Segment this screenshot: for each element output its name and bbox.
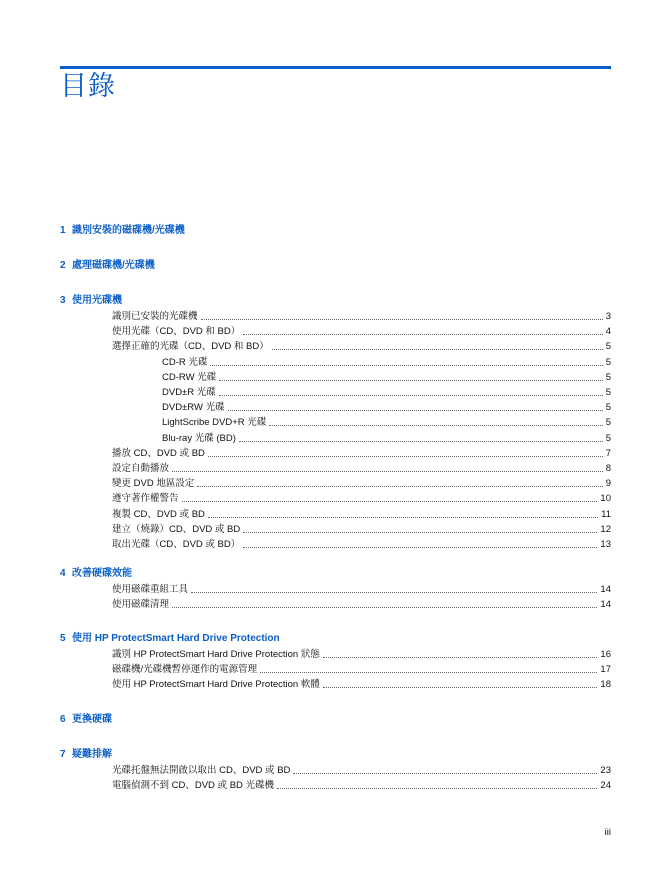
toc-entry-label: 使用磁碟清理 [112,599,170,611]
toc-entry-page: 4 [605,326,611,338]
toc-entry-label: 電腦偵測不到 CD、DVD 或 BD 光碟機 [112,780,275,792]
toc-entry-page: 5 [605,371,611,383]
toc-chapter[interactable] [60,294,611,308]
toc-entry-label: 識別 HP ProtectSmart Hard Drive Protection 狀態 [112,649,320,660]
toc-entry-page: 12 [600,523,611,535]
toc-entry-page: 9 [605,478,611,490]
toc-entry[interactable] [112,598,611,612]
toc-entry[interactable] [112,678,611,692]
toc-entry-page: 14 [600,599,611,611]
toc-entry-page: 17 [600,664,611,676]
toc-entry-page: 10 [600,493,611,505]
chapter-number: 7 [60,749,66,760]
toc-entry[interactable] [112,340,611,354]
dot-leader [243,547,597,548]
toc-entry-label: 光碟托盤無法開啟以取出 CD、DVD 或 BD [112,765,291,776]
toc-entry[interactable] [162,386,611,400]
toc-entry-label: 識別已安裝的光碟機 [112,311,198,322]
toc-entry-label: 磁碟機/光碟機暫停運作的電源管理 [112,664,258,676]
dot-leader [293,773,597,774]
chapter-title: 處理磁碟機/光碟機 [72,260,155,271]
dot-leader [243,532,597,533]
toc-entry[interactable] [112,764,611,778]
toc-entry-label: 複製 CD、DVD 或 BD [112,508,205,520]
toc-entry-label: 設定自動播放 [112,463,170,474]
page-title: 目錄 [60,71,116,102]
dot-leader [219,380,603,381]
chapter-number: 2 [60,260,66,271]
toc-entry[interactable] [112,492,611,506]
toc-entry[interactable] [162,401,611,415]
chapter-number: 3 [60,295,66,306]
toc-entry-label: DVD±RW 光碟 [162,402,225,414]
toc-entry[interactable] [112,523,611,537]
toc-entry-page: 16 [600,649,611,660]
toc-entry-page: 5 [605,417,611,429]
toc-entry-page: 11 [601,508,611,520]
toc-entry-label: 播放 CD、DVD 或 BD [112,447,205,459]
toc-entry-page: 24 [600,780,611,792]
toc-entry[interactable] [112,325,611,339]
toc-chapter[interactable] [60,748,611,762]
toc-entry-page: 5 [605,341,611,353]
toc-entry-page: 3 [605,311,611,322]
toc-chapter[interactable] [60,259,611,273]
dot-leader [269,425,602,426]
toc-chapter[interactable] [60,567,611,581]
toc-entry[interactable] [112,779,611,793]
toc-entry-label: Blu-ray 光碟 (BD) [162,432,236,444]
toc-entry-page: 5 [605,356,611,368]
dot-leader [208,517,598,518]
toc-entry[interactable] [162,432,611,446]
dot-leader [260,672,597,673]
dot-leader [210,365,602,366]
toc-entry[interactable] [162,356,611,370]
chapter-number: 1 [60,225,66,236]
toc-entry[interactable] [112,538,611,552]
toc-entry-page: 14 [600,584,611,595]
chapter-number: 5 [60,633,66,644]
toc-chapter[interactable] [60,632,611,646]
chapter-number: 4 [60,568,66,579]
dot-leader [219,395,603,396]
dot-leader [277,788,597,789]
chapter-title: 改善硬碟效能 [72,568,132,579]
toc-entry-label: DVD±R 光碟 [162,387,216,398]
page-number: iii [604,827,611,838]
toc-entry-page: 5 [605,432,611,444]
chapter-number: 6 [60,714,66,725]
toc-entry[interactable] [112,648,611,662]
dot-leader [239,441,603,442]
toc-entry-label: 使用光碟（CD、DVD 和 BD） [112,326,241,338]
chapter-title: 疑難排解 [72,749,112,760]
dot-leader [201,319,603,320]
dot-leader [182,501,598,502]
toc-entry[interactable] [162,371,611,385]
dot-leader [323,687,598,688]
dot-leader [172,471,603,472]
toc-entry-label: CD-R 光碟 [162,356,208,368]
dot-leader [191,592,597,593]
toc-entry[interactable] [162,416,611,430]
toc-entry[interactable] [112,663,611,677]
toc-entry[interactable] [112,508,611,522]
toc-entry-page: 23 [600,765,611,776]
dot-leader [243,334,602,335]
chapter-title: 使用 HP ProtectSmart Hard Drive Protection [72,633,280,644]
toc-entry-page: 7 [605,447,611,459]
toc-entry-label: 建立（燒錄）CD、DVD 或 BD [112,523,241,535]
toc-entry-page: 5 [605,402,611,414]
toc-entry-label: 遵守著作權警告 [112,493,179,505]
dot-leader [228,410,603,411]
toc-entry-label: LightScribe DVD+R 光碟 [162,417,267,429]
dot-leader [272,349,603,350]
chapter-title: 更換硬碟 [72,714,112,725]
toc-entry-label: 選擇正確的光碟（CD、DVD 和 BD） [112,341,269,353]
toc-entry-page: 18 [600,679,611,691]
chapter-title: 識別安裝的磁碟機/光碟機 [72,225,185,236]
toc-chapter[interactable] [60,224,611,238]
toc-chapter[interactable] [60,713,611,727]
toc-entry-page: 13 [600,539,611,550]
dot-leader [172,607,597,608]
toc-entry-label: 使用 HP ProtectSmart Hard Drive Protection 軟體 [112,679,320,691]
toc-entry[interactable] [112,462,611,476]
toc-entry-page: 8 [605,463,611,474]
dot-leader [197,486,602,487]
dot-leader [208,456,603,457]
toc-entry[interactable] [112,583,611,597]
toc-entry[interactable] [112,477,611,491]
toc-entry-label: 取出光碟（CD、DVD 或 BD） [112,539,241,550]
dot-leader [323,657,598,658]
toc-entry[interactable] [112,447,611,461]
toc-entry-page: 5 [605,387,611,398]
toc-entry-label: 使用磁碟重組工具 [112,584,189,595]
toc-entry-label: CD-RW 光碟 [162,371,217,383]
chapter-title: 使用光碟機 [72,295,122,306]
toc-entry-label: 變更 DVD 地區設定 [112,478,195,490]
toc-entry[interactable] [112,310,611,324]
